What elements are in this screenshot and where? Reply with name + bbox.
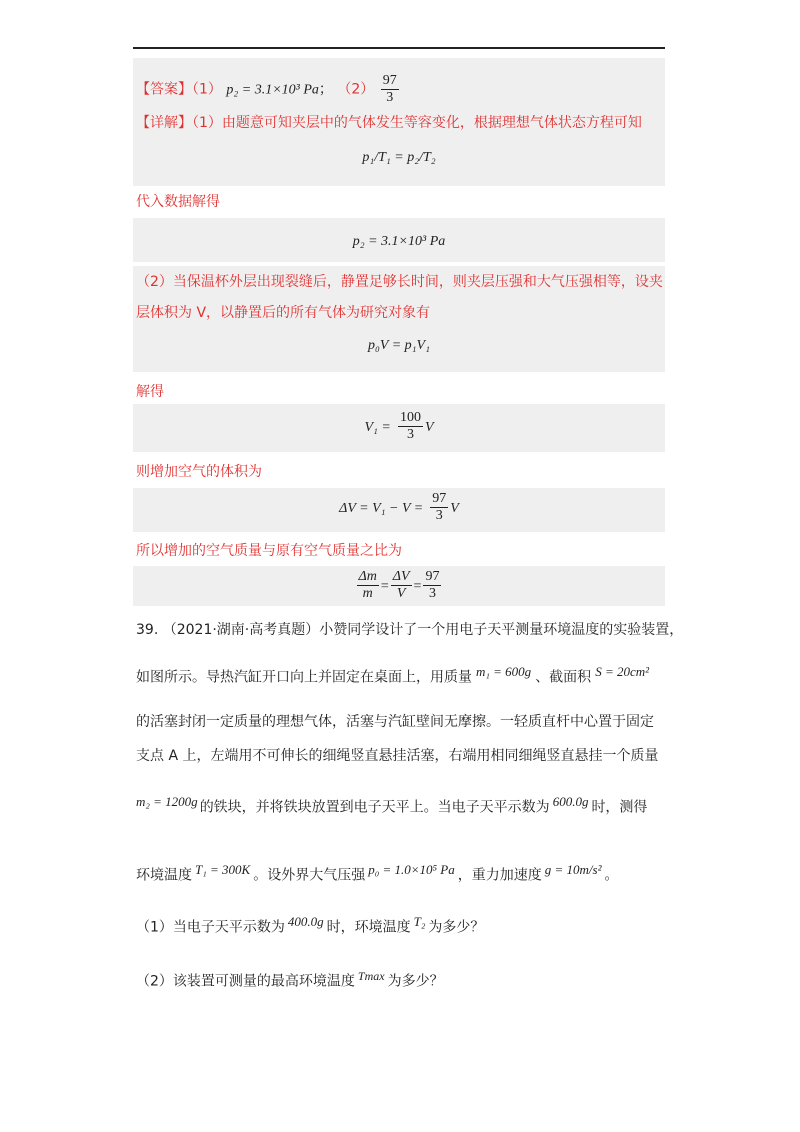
eq5-rhs: V	[450, 501, 459, 516]
detail-text1: （1）由题意可知夹层中的气体发生等容变化，根据理想气体状态方程可知	[192, 115, 642, 131]
pressure-p0: p₀ = 1.0×10⁵ Pa	[368, 862, 455, 877]
eq1-text: p₁/T₁ = p₂/T₂	[362, 150, 436, 165]
mass-m2: m₂ = 1200g	[136, 794, 198, 809]
sub-question-1	[136, 912, 484, 938]
equation-1	[133, 146, 665, 166]
substitute-text: 代入数据解得	[136, 194, 220, 210]
eq2-text: p₂ = 3.1×10³ Pa	[352, 234, 446, 249]
area-S: S = 20cm²	[595, 664, 650, 679]
q1-text-c: 为多少？	[428, 919, 485, 936]
top-rule	[133, 47, 665, 49]
detail-line1	[136, 113, 642, 133]
ratio-text: 所以增加的空气质量与原有空气质量之比为	[136, 543, 402, 559]
sub-question-2	[136, 966, 444, 992]
answer-part2-prefix: （2）	[337, 81, 375, 98]
question-line6	[136, 860, 618, 886]
eq6-frac1	[357, 569, 379, 602]
detail-line2a: （2）当保温杯外层出现裂缝后，静置足够长时间，则夹层压强和大气压强相等，设夹	[136, 274, 663, 290]
eq6-d3: 3	[428, 586, 436, 601]
eq6-eq2: =	[413, 579, 422, 594]
answer-line	[136, 73, 401, 106]
eq5-lhs: ΔV = V₁ − V =	[339, 501, 424, 516]
question-text5b: 时，测得	[591, 799, 648, 816]
question-line1	[136, 620, 683, 640]
eq6-n2: ΔV	[392, 569, 410, 584]
q2-text-b: 为多少？	[387, 973, 444, 990]
equation-6	[133, 569, 665, 602]
question-number: 39.	[136, 622, 159, 638]
eq6-n3: 97	[425, 569, 440, 584]
question-text5a: 的铁块，并将铁块放置到电子天平上。当电子天平示数为	[199, 799, 550, 816]
question-line3: 的活塞封闭一定质量的理想气体，活塞与汽缸壁间无摩擦。一轻质直杆中心置于固定	[136, 714, 654, 730]
question-text6b: 。设外界大气压强	[253, 867, 366, 884]
q2-text-a: （2）该装置可测量的最高环境温度	[136, 973, 355, 990]
answer-ratio-num: 97	[382, 73, 397, 88]
reading-600: 600.0g	[552, 794, 589, 809]
equation-3	[133, 334, 665, 354]
eq5-num: 97	[432, 491, 447, 506]
gravity-g: g = 10m/s²	[544, 862, 602, 877]
eq6-frac3	[423, 569, 441, 602]
eq3-text: p₀V = p₁V₁	[368, 338, 430, 353]
question-text6a: 环境温度	[136, 867, 192, 884]
question-line4: 支点 A 上，左端用不可伸长的细绳竖直悬挂活塞，右端用相同细绳竖直悬挂一个质量	[136, 748, 659, 764]
eq4-frac	[398, 410, 423, 443]
q1-text-a: （1）当电子天平示数为	[136, 919, 285, 936]
eq6-eq1: =	[380, 579, 389, 594]
question-text1: 小赞同学设计了一个用电子天平测量环境温度的实验装置，	[319, 622, 684, 638]
answer-ratio-den: 3	[386, 90, 394, 105]
reading-400: 400.0g	[287, 914, 324, 929]
answer-ratio	[381, 73, 399, 106]
eq4-num: 100	[399, 410, 421, 425]
answer-label: 【答案】	[136, 81, 192, 98]
temp-T1: T₁ = 300K	[195, 862, 251, 877]
answer-sep: ；	[318, 81, 333, 98]
eq5-frac	[430, 491, 448, 524]
question-text2a: 如图所示。导热汽缸开口向上并固定在桌面上，用质量	[136, 669, 472, 686]
question-line2	[136, 662, 649, 688]
question-line5	[136, 792, 647, 818]
equation-5	[133, 491, 665, 524]
detail-line2b: 层体积为 V，以静置后的所有气体为研究对象有	[136, 305, 431, 321]
eq4-den: 3	[406, 427, 414, 442]
eq5-den: 3	[435, 508, 443, 523]
question-text2b: 、截面积	[535, 669, 592, 686]
question-text6d: 。	[604, 867, 619, 884]
mass-m1: m₁ = 600g	[476, 664, 532, 679]
question-text6c: ，重力加速度	[457, 867, 542, 884]
answer-p2: p₂ = 3.1×10³ Pa	[226, 82, 319, 98]
question-source: （2021·湖南·高考真题）	[162, 622, 320, 638]
eq6-d1: m	[362, 586, 373, 601]
equation-2	[133, 230, 665, 250]
eq6-n1: Δm	[358, 569, 377, 584]
solve-text: 解得	[136, 384, 164, 400]
equation-4	[133, 410, 665, 443]
eq6-frac2	[391, 569, 412, 602]
temp-Tmax: Tmax	[357, 969, 385, 983]
eq4-rhs: V	[424, 420, 434, 435]
temp-T2: T₂	[413, 914, 426, 929]
increase-text: 则增加空气的体积为	[136, 464, 262, 480]
eq4-lhs: V₁ =	[364, 420, 391, 435]
answer-part1-prefix: （1）	[192, 81, 222, 98]
eq6-d2: V	[396, 586, 406, 601]
detail-label: 【详解】	[136, 115, 192, 131]
q1-text-b: 时，环境温度	[326, 919, 411, 936]
